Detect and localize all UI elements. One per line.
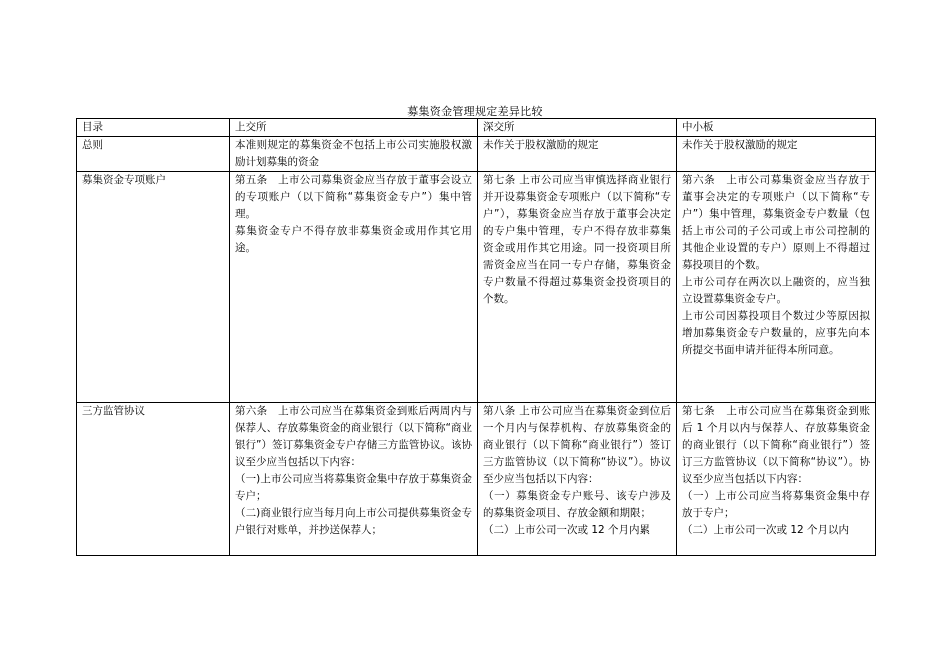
cell-sme bbox=[677, 172, 876, 403]
paragraph: 第七条 上市公司应当审慎选择商业银行并开设募集资金专项账户（以下简称“专户”），募集资金应当存放于董事会决定的专户集中管理，专户不得存放非募集资金或用作其它用途。同一投资项目所需资金应当在同一专户存储，募集资金专户数量不得超过募集资金投资项目的个数。 bbox=[483, 174, 671, 305]
cell-sme bbox=[677, 403, 876, 556]
paragraph: （一）募集资金专户账号、该专户涉及的募集资金项目、存放金额和期限； bbox=[483, 490, 671, 519]
table-header-row bbox=[77, 119, 876, 137]
header-sme-board: 中小板 bbox=[677, 119, 876, 137]
paragraph: 未作关于股权激励的规定 bbox=[483, 139, 599, 151]
table-row bbox=[77, 172, 876, 403]
cell-szse bbox=[478, 172, 677, 403]
paragraph: 本准则规定的募集资金不包括上市公司实施股权激励计划募集的资金 bbox=[235, 139, 472, 168]
document-title: 募集资金管理规定差异比较 bbox=[407, 105, 543, 118]
header-directory: 目录 bbox=[77, 119, 230, 137]
paragraph: 第八条 上市公司应当在募集资金到位后一个月内与保荐机构、存放募集资金的商业银行（以下简称“商业银行”）签订三方监管协议（以下简称“协议”）。协议至少应当包括以下内容： bbox=[483, 405, 671, 485]
paragraph: 上市公司存在两次以上融资的，应当独立设置募集资金专户。 bbox=[682, 276, 870, 305]
row-label bbox=[77, 137, 230, 172]
comparison-table bbox=[76, 118, 876, 556]
row-label bbox=[77, 403, 230, 556]
cell-sse bbox=[230, 137, 478, 172]
row-label bbox=[77, 172, 230, 403]
row-label-text: 三方监管协议 bbox=[82, 405, 145, 417]
cell-szse bbox=[478, 403, 677, 556]
paragraph: 第五条 上市公司募集资金应当存放于董事会设立的专项账户（以下简称“募集资金专户”）集中管理。 bbox=[235, 174, 472, 220]
cell-szse bbox=[478, 137, 677, 172]
paragraph: （一）上市公司应当将募集资金集中存放于专户； bbox=[682, 490, 870, 519]
paragraph: 上市公司因募投项目个数过少等原因拟增加募集资金专户数量的，应事先向本所提交书面申请并征得本所同意。 bbox=[682, 310, 870, 356]
row-label-text: 募集资金专项账户 bbox=[82, 174, 166, 186]
cell-sse bbox=[230, 403, 478, 556]
table-row bbox=[77, 403, 876, 556]
paragraph: 未作关于股权激励的规定 bbox=[682, 139, 798, 151]
paragraph: （二)商业银行应当每月向上市公司提供募集资金专户银行对账单，并抄送保荐人； bbox=[235, 507, 472, 536]
paragraph: 募集资金专户不得存放非募集资金或用作其它用途。 bbox=[235, 225, 472, 254]
header-szse: 深交所 bbox=[478, 119, 677, 137]
row-label-text: 总则 bbox=[82, 139, 103, 151]
paragraph: 第六条 上市公司应当在募集资金到账后两周内与保荐人、存放募集资金的商业银行（以下简称“商业银行”）签订募集资金专户存储三方监管协议。该协议至少应当包括以下内容： bbox=[235, 405, 472, 468]
paragraph: 第六条 上市公司募集资金应当存放于董事会决定的专项账户（以下简称“专户”）集中管理，募集资金专户数量（包括上市公司的子公司或上市公司控制的其他企业设置的专户）原则上不得超过募投项目的个数。 bbox=[682, 174, 870, 271]
paragraph: （二）上市公司一次或 12 个月内累 bbox=[483, 524, 651, 536]
paragraph: 第七条 上市公司应当在募集资金到账后 1 个月以内与保荐人、存放募集资金的商业银行（以下简称“商业银行”）签订三方监管协议（以下简称“协议”）。协议至少应当包括以下内容： bbox=[682, 405, 870, 485]
header-sse: 上交所 bbox=[230, 119, 478, 137]
paragraph: （二）上市公司一次或 12 个月以内 bbox=[682, 524, 850, 536]
table-row bbox=[77, 137, 876, 172]
paragraph: （一)上市公司应当将募集资金集中存放于募集资金专户； bbox=[235, 473, 472, 502]
cell-sse bbox=[230, 172, 478, 403]
cell-sme bbox=[677, 137, 876, 172]
